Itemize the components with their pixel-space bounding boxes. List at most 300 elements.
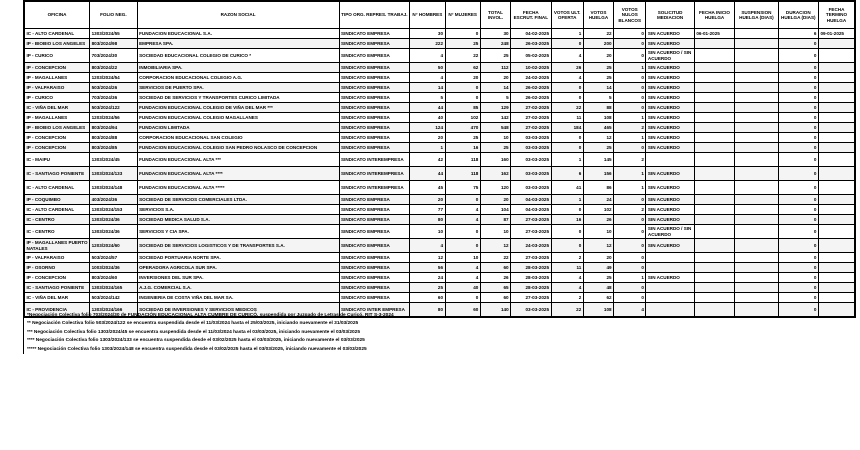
table-cell: 25 xyxy=(445,39,480,49)
table-cell xyxy=(694,73,734,83)
table-cell: IC - ALTO CARDENAL xyxy=(24,29,90,39)
table-cell xyxy=(694,205,734,215)
table-cell: 16 xyxy=(551,215,583,225)
table-cell: 0 xyxy=(614,239,646,253)
table-cell: IP - MAGALLANES PUERTO NATALES xyxy=(24,239,90,253)
table-cell: FUNDACION LIMITADA xyxy=(137,123,339,133)
table-cell: SINDICATO EMPRESA xyxy=(339,205,410,215)
table-cell xyxy=(694,167,734,181)
table-cell: IP - CONCEPCION xyxy=(24,273,90,283)
table-cell xyxy=(818,103,855,113)
table-row xyxy=(24,63,855,73)
table-cell: 118 xyxy=(445,167,480,181)
footnote: *** Negociación Colectiva folio 1303/2024/45 se encuentra suspendida desde el 11/03/2024 hasta el 03/03/2025, iniciando nuevamente el 03/03/2025 xyxy=(27,329,361,335)
table-cell: IP - CURICO xyxy=(24,93,90,103)
table-cell: SIN ACUERDO xyxy=(646,73,694,83)
table-cell: 102 xyxy=(583,205,613,215)
table-row xyxy=(24,153,855,167)
table-cell: 75 xyxy=(445,181,480,195)
table-cell: 5 xyxy=(480,93,510,103)
table-cell: SERVICIOS Y CIA SPA. xyxy=(137,225,339,239)
table-row xyxy=(24,29,855,39)
table-cell: 0 xyxy=(778,303,818,318)
table-cell: 0 xyxy=(614,143,646,153)
table-cell: 0 xyxy=(778,181,818,195)
table-cell: 0 xyxy=(614,283,646,293)
table-cell: 25 xyxy=(480,143,510,153)
table-row xyxy=(24,181,855,195)
table-cell: 86 xyxy=(583,181,613,195)
table-cell: SINDICATO EMPRESA xyxy=(339,123,410,133)
table-cell: SIN ACUERDO / SIN ACUERDO xyxy=(646,225,694,239)
table-cell xyxy=(694,93,734,103)
table-cell: 0 xyxy=(614,73,646,83)
table-cell: 0 xyxy=(551,143,583,153)
table-cell: SINDICATO EMPRESA xyxy=(339,29,410,39)
table-cell: 803/2024/60 xyxy=(90,273,137,283)
table-cell: 1303/2024/153 xyxy=(90,205,137,215)
table-cell: 0 xyxy=(614,83,646,93)
table-cell: 45 xyxy=(410,181,445,195)
table-row xyxy=(24,133,855,143)
table-cell: 44 xyxy=(410,167,445,181)
table-cell: 120 xyxy=(480,181,510,195)
table-cell: 88 xyxy=(583,103,613,113)
table-cell: 4 xyxy=(551,49,583,63)
column-header: SUSPENSION HUELGA (DIAS) xyxy=(735,1,778,29)
table-cell xyxy=(694,303,734,318)
table-cell xyxy=(694,133,734,143)
table-cell: 403/2024/36 xyxy=(90,195,137,205)
table-cell: 160 xyxy=(480,153,510,167)
table-cell: 2 xyxy=(614,153,646,167)
table-cell: 4 xyxy=(551,73,583,83)
table-cell: 1303/2024/165 xyxy=(90,283,137,293)
table-cell: 0 xyxy=(445,93,480,103)
table-cell: 20 xyxy=(445,73,480,83)
table-cell xyxy=(735,73,778,83)
table-row xyxy=(24,49,855,63)
table-cell: 24 xyxy=(410,273,445,283)
table-cell xyxy=(735,273,778,283)
table-cell: 0 xyxy=(778,113,818,123)
table-cell: IC - ALTO CARDENAL xyxy=(24,181,90,195)
table-cell xyxy=(646,303,694,318)
table-cell: 03-03-2025 xyxy=(511,153,551,167)
table-cell: IP - CURICO xyxy=(24,49,90,63)
table-cell: SIN ACUERDO xyxy=(646,133,694,143)
table-cell: SIN ACUERDO xyxy=(646,167,694,181)
table-cell: SIN ACUERDO xyxy=(646,195,694,205)
table-cell: 0 xyxy=(614,195,646,205)
table-cell: 0 xyxy=(445,225,480,239)
table-cell: 1303/2024/45 xyxy=(90,153,137,167)
table-cell: IC - VIÑA DEL MAR xyxy=(24,293,90,303)
table-cell: 803/2024/85 xyxy=(90,143,137,153)
table-cell: 27-03-2025 xyxy=(511,225,551,239)
table-row xyxy=(24,93,855,103)
table-cell xyxy=(694,253,734,263)
table-cell: 0 xyxy=(778,133,818,143)
table-cell: 0 xyxy=(778,273,818,283)
table-cell: SIN ACUERDO xyxy=(646,123,694,133)
table-cell: 0 xyxy=(778,215,818,225)
table-cell: OPERADORA AGRICOLA SUR SPA. xyxy=(137,263,339,273)
table-cell: 20 xyxy=(583,253,613,263)
table-cell: FUNDACION EDUCACIONAL COLEGIO MAGALLANES xyxy=(137,113,339,123)
table-cell: 60 xyxy=(445,303,480,318)
table-cell xyxy=(818,253,855,263)
table-cell: 503/2024/122 xyxy=(90,103,137,113)
table-cell: 26 xyxy=(551,63,583,73)
footnote: *Negociación Colectiva folio 703/2024/30 de FUNDACIÓN EDUCACIONAL ALTA CUMBRE DE CURICÓ, suspendida por Juzgado de Letras de Curicó, RIT S-3-2024 xyxy=(27,313,394,318)
table-cell: 26 xyxy=(583,215,613,225)
table-cell: 222 xyxy=(410,39,445,49)
table-cell: 28-03-2025 xyxy=(511,283,551,293)
table-cell: 26 xyxy=(480,273,510,283)
table-cell: 27-02-2025 xyxy=(511,113,551,123)
table-cell: 112 xyxy=(480,63,510,73)
table-cell xyxy=(694,225,734,239)
table-cell: 503/2024/26 xyxy=(90,83,137,93)
table-cell: 0 xyxy=(551,205,583,215)
table-cell: 1003/2024/36 xyxy=(90,263,137,273)
table-row xyxy=(24,113,855,123)
table-cell xyxy=(735,225,778,239)
table-cell xyxy=(735,167,778,181)
table-cell: 25 xyxy=(410,283,445,293)
table-cell: 0 xyxy=(445,293,480,303)
table-cell: SIN ACUERDO xyxy=(646,273,694,283)
table-row xyxy=(24,293,855,303)
table-cell: SINDICATO EMPRESA xyxy=(339,143,410,153)
table-cell: 2 xyxy=(614,123,646,133)
table-cell: SOCIEDAD DE SERVICIOS Y TRANSPORTES CURICO LIMITADA xyxy=(137,93,339,103)
table-cell: 12 xyxy=(583,133,613,143)
table-cell: 0 xyxy=(445,239,480,253)
table-cell: 0 xyxy=(778,103,818,113)
table-cell: 24-03-2025 xyxy=(511,239,551,253)
table-cell: 25 xyxy=(583,273,613,283)
column-header: N° MUJERES xyxy=(445,1,480,29)
table-cell xyxy=(818,39,855,49)
table-row xyxy=(24,83,855,93)
table-cell xyxy=(694,113,734,123)
table-cell: IC - SANTIAGO PONIENTE xyxy=(24,167,90,181)
table-cell: SIN ACUERDO xyxy=(646,29,694,39)
column-header: FECHA ESCRUT. FINAL xyxy=(511,1,551,29)
table-cell xyxy=(646,263,694,273)
table-cell: 2 xyxy=(614,205,646,215)
table-cell: 0 xyxy=(778,225,818,239)
table-cell: 0 xyxy=(778,73,818,83)
table-cell: 470 xyxy=(445,123,480,133)
table-cell: IP - CONCEPCION xyxy=(24,143,90,153)
table-cell: IP - VALPARAISO xyxy=(24,253,90,263)
table-cell xyxy=(818,49,855,63)
table-cell: 77 xyxy=(410,205,445,215)
table-cell: 60 xyxy=(410,293,445,303)
table-cell xyxy=(694,143,734,153)
table-row xyxy=(24,195,855,205)
table-cell: 65 xyxy=(480,283,510,293)
table-cell xyxy=(694,215,734,225)
table-cell: 465 xyxy=(583,123,613,133)
table-cell: 80 xyxy=(410,303,445,318)
table-cell: 0 xyxy=(614,225,646,239)
table-cell: FUNDACION EDUCACIONAL ALTA *** xyxy=(137,153,339,167)
table-cell: SOCIEDAD MEDICA SALUD S.A. xyxy=(137,215,339,225)
table-cell: 703/2024/36 xyxy=(90,93,137,103)
table-row xyxy=(24,205,855,215)
table-cell xyxy=(735,113,778,123)
table-cell: IP - COQUIMBO xyxy=(24,195,90,205)
table-cell xyxy=(735,283,778,293)
table-cell xyxy=(694,273,734,283)
table-cell: 22 xyxy=(551,103,583,113)
table-cell: 0 xyxy=(551,93,583,103)
table-cell: 0 xyxy=(778,83,818,93)
table-cell: 30 xyxy=(410,29,445,39)
table-cell xyxy=(694,49,734,63)
table-cell: 0 xyxy=(445,83,480,93)
table-cell: 803/2024/88 xyxy=(90,133,137,143)
table-cell: 0 xyxy=(778,253,818,263)
table-cell: INVERSIONES DEL SUR SPA. xyxy=(137,273,339,283)
table-row xyxy=(24,253,855,263)
table-cell xyxy=(694,103,734,113)
table-cell: A.J.G. COMERCIAL S.A. xyxy=(137,283,339,293)
collective-bargaining-table xyxy=(23,0,856,318)
table-cell xyxy=(735,153,778,167)
table-cell: SINDICATO EMPRESA xyxy=(339,49,410,63)
table-cell: SIN ACUERDO xyxy=(646,83,694,93)
table-cell: 09-01-2025 xyxy=(818,29,855,39)
table-cell xyxy=(818,83,855,93)
table-cell: 24 xyxy=(583,195,613,205)
table-cell: 26-02-2025 xyxy=(511,83,551,93)
table-cell: 62 xyxy=(583,293,613,303)
table-cell: 4 xyxy=(410,239,445,253)
table-cell xyxy=(818,225,855,239)
table-cell: SINDICATO EMPRESA xyxy=(339,195,410,205)
table-cell: 20 xyxy=(410,195,445,205)
table-cell: 0 xyxy=(551,239,583,253)
table-cell: 0 xyxy=(778,239,818,253)
table-cell: 0 xyxy=(778,143,818,153)
table-cell: 1 xyxy=(614,167,646,181)
table-cell: SIN ACUERDO xyxy=(646,93,694,103)
table-cell: 10 xyxy=(410,225,445,239)
table-cell: 48 xyxy=(583,283,613,293)
table-cell: 1 xyxy=(614,133,646,143)
table-cell: EMPRESA SPA. xyxy=(137,39,339,49)
table-cell: 0 xyxy=(778,39,818,49)
table-cell: 0 xyxy=(778,153,818,167)
table-cell: 03-03-2025 xyxy=(511,181,551,195)
table-cell xyxy=(694,195,734,205)
table-cell: 50 xyxy=(410,63,445,73)
table-cell: 1303/2024/148 xyxy=(90,181,137,195)
table-cell xyxy=(818,205,855,215)
table-cell: 03-03-2025 xyxy=(511,133,551,143)
table-cell: 06-01-2025 xyxy=(694,29,734,39)
table-cell: IP - MAGALLANES xyxy=(24,113,90,123)
table-cell: SINDICATO EMPRESA xyxy=(339,239,410,253)
table-cell xyxy=(694,239,734,253)
table-cell: 4 xyxy=(445,215,480,225)
table-cell: 27-03-2025 xyxy=(511,253,551,263)
table-cell: 1303/2024/55 xyxy=(90,29,137,39)
table-row xyxy=(24,215,855,225)
table-cell: 0 xyxy=(445,195,480,205)
table-cell: 14 xyxy=(410,83,445,93)
table-cell: 200 xyxy=(583,39,613,49)
table-cell xyxy=(735,293,778,303)
table-cell xyxy=(735,181,778,195)
table-cell xyxy=(818,263,855,273)
table-cell xyxy=(818,283,855,293)
column-header: SOLICITUD MEDIACION xyxy=(646,1,694,29)
table-cell: IP - CONCEPCION xyxy=(24,63,90,73)
table-cell xyxy=(694,63,734,73)
table-cell xyxy=(735,215,778,225)
table-cell: SINDICATO EMPRESA xyxy=(339,103,410,113)
table-cell: SOCIEDAD EDUCACIONAL COLEGIO DE CURICO * xyxy=(137,49,339,63)
table-cell: 26-03-2025 xyxy=(511,39,551,49)
table-row xyxy=(24,39,855,49)
table-cell: 0 xyxy=(614,93,646,103)
table-cell xyxy=(694,153,734,167)
table-cell: 5 xyxy=(583,93,613,103)
table-cell: 0 xyxy=(614,293,646,303)
table-cell xyxy=(735,133,778,143)
table-cell: 0 xyxy=(778,93,818,103)
table-cell: 22 xyxy=(445,49,480,63)
table-cell: SOCIEDAD DE SERVICIOS LOGISTICOS Y DE TRANSPORTES S.A. xyxy=(137,239,339,253)
table-cell: 40 xyxy=(445,283,480,293)
table-cell xyxy=(818,143,855,153)
table-cell: 162 xyxy=(480,167,510,181)
table-cell: 503/2024/142 xyxy=(90,293,137,303)
table-cell: SOCIEDAD DE INVERSIONES Y SERVICIOS MEDICOS xyxy=(137,303,339,318)
table-row xyxy=(24,225,855,239)
table-cell: 04-03-2025 xyxy=(511,205,551,215)
table-cell: 1303/2024/36 xyxy=(90,215,137,225)
column-header: N° HOMBRES xyxy=(410,1,445,29)
table-cell: SINDICATO EMPRESA xyxy=(339,83,410,93)
table-cell: 11 xyxy=(551,113,583,123)
table-cell: 03-03-2025 xyxy=(511,303,551,318)
table-cell: 0 xyxy=(778,123,818,133)
table-cell: 27-03-2025 xyxy=(511,293,551,303)
table-cell: 25 xyxy=(583,143,613,153)
footnotes xyxy=(23,312,627,354)
table-cell xyxy=(818,73,855,83)
table-cell: 1203/2024/54 xyxy=(90,73,137,83)
table-cell: 1303/2024/166 xyxy=(90,303,137,318)
table-cell: SINDICATO EMPRESA xyxy=(339,215,410,225)
table-cell xyxy=(818,93,855,103)
table-cell: 156 xyxy=(583,167,613,181)
table-cell: IC - MAIPU xyxy=(24,153,90,167)
table-cell: 1203/2024/60 xyxy=(90,239,137,253)
table-cell: 03-03-2025 xyxy=(511,143,551,153)
column-header: VOTOS HUELGA xyxy=(583,1,613,29)
table-cell xyxy=(694,181,734,195)
table-cell: IC - VIÑA DEL MAR xyxy=(24,103,90,113)
table-cell: 548 xyxy=(480,123,510,133)
column-header: VOTOS NULOS BLANCOS xyxy=(614,1,646,29)
table-cell: 108 xyxy=(583,113,613,123)
table-header-row xyxy=(24,1,855,29)
table-row xyxy=(24,143,855,153)
table-cell: 1303/2024/133 xyxy=(90,167,137,181)
table-cell: IP - MAGALLANES xyxy=(24,73,90,83)
table-cell: 1 xyxy=(614,181,646,195)
table-cell: 24-02-2025 xyxy=(511,73,551,83)
table-cell: IP - BIOBIO LOS ANGELES xyxy=(24,123,90,133)
table-cell: 0 xyxy=(614,39,646,49)
table-cell: 0 xyxy=(551,225,583,239)
table-cell: 1 xyxy=(410,143,445,153)
table-cell: 25 xyxy=(583,63,613,73)
table-cell: 145 xyxy=(583,153,613,167)
table-cell xyxy=(818,153,855,167)
table-cell xyxy=(694,263,734,273)
footnote: ** Negociación Colectiva folio 503/2024/122 se encuentra suspendida desde el 11/03/2024 hasta el 25/03/2025, iniciando nuevamente el 31/03/2025 xyxy=(27,321,359,327)
table-cell xyxy=(735,39,778,49)
table-row xyxy=(24,283,855,293)
table-cell: 25 xyxy=(445,133,480,143)
table-cell: 05-02-2025 xyxy=(511,49,551,63)
table-cell: 40 xyxy=(410,113,445,123)
table-cell: IP - CONCEPCION xyxy=(24,133,90,143)
table-cell: 0 xyxy=(778,293,818,303)
table-cell: 803/2024/22 xyxy=(90,63,137,73)
table-cell: 6 xyxy=(778,29,818,39)
table-cell: 0 xyxy=(551,133,583,143)
table-cell: SINDICATO INTEREMPRESA xyxy=(339,167,410,181)
table-cell: 0 xyxy=(778,49,818,63)
table-cell: 0 xyxy=(778,63,818,73)
table-cell: 4 xyxy=(551,273,583,283)
table-cell: IC - CENTRO xyxy=(24,215,90,225)
table-cell: 30 xyxy=(480,29,510,39)
table-cell: 22 xyxy=(551,303,583,318)
table-cell: 25 xyxy=(583,73,613,83)
table-cell: 0 xyxy=(614,215,646,225)
table-cell xyxy=(818,293,855,303)
table-cell: SIN ACUERDO xyxy=(646,63,694,73)
table-cell: SINDICATO EMPRESA xyxy=(339,73,410,83)
table-cell: IC - SANTIAGO PONIENTE xyxy=(24,283,90,293)
table-cell xyxy=(818,181,855,195)
table-cell: 10 xyxy=(583,225,613,239)
column-header: TOTAL INVOL. xyxy=(480,1,510,29)
table-cell xyxy=(694,283,734,293)
table-cell: 1 xyxy=(614,113,646,123)
table-cell: INMOBILIARIA SPA. xyxy=(137,63,339,73)
table-cell xyxy=(818,303,855,318)
table-cell: 4 xyxy=(551,283,583,293)
table-cell: 0 xyxy=(614,103,646,113)
table-cell: 4 xyxy=(410,73,445,83)
table-cell: 118 xyxy=(445,153,480,167)
table-cell: 0 xyxy=(778,205,818,215)
table-cell xyxy=(646,283,694,293)
table-cell: SIN ACUERDO xyxy=(646,215,694,225)
